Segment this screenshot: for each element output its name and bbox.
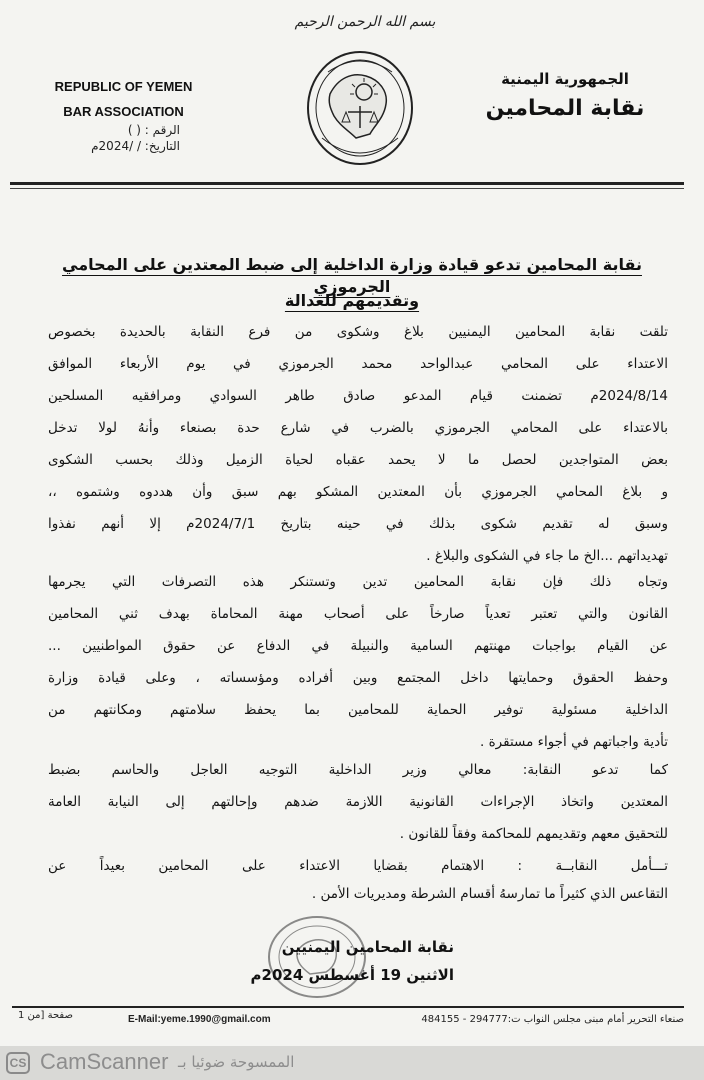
body-line: الداخلية مسئولية توفير الحماية للمحامين بما يحفظ سلامتهم ومكانتهم من xyxy=(48,702,668,718)
title-line-2: وتقديمهم للعدالة xyxy=(284,291,420,310)
body-line: 2024/8/14م تضمنت قيام المدعو صادق طاهر السوادي ومرافقيه المسلحين xyxy=(48,388,668,404)
scanner-watermark xyxy=(0,1046,704,1080)
title-line-1: نقابة المحامين تدعو قيادة وزارة الداخلية إلى ضبط المعتدين على المحامي الجرموزي xyxy=(62,255,642,296)
footer-address: صنعاء التحرير أمام مبنى مجلس النواب ت:294777 - 484155 xyxy=(421,1014,684,1025)
header-divider-thin xyxy=(10,188,684,189)
body-line: وتجاه ذلك فإن نقابة المحامين تدين وتستنكر هذه التصرفات التي يجرمها xyxy=(48,574,668,590)
footer-divider xyxy=(12,1006,684,1008)
camscanner-arabic: الممسوحة ضوئيا بـ xyxy=(178,1053,295,1071)
ar-country: الجمهورية اليمنية xyxy=(501,70,629,88)
reference-block xyxy=(30,122,180,154)
signature-org: نقابة المحامين اليمنيين xyxy=(281,938,454,956)
body-line: تأدية واجباتهم في أجواء مستقرة . xyxy=(480,734,668,750)
body-line: عن القيام بواجبات مهنتهم السامية والنبيلة في الدفاع عن حقوق المواطنيين ... xyxy=(48,638,668,654)
signature-date: الاثنين 19 أغسطس 2024م xyxy=(250,966,454,984)
body-line: بعض المتواجدين لحصل ما لا يحمد عقباه لحياة الزميل وذلك بحسب الشكوى xyxy=(48,452,668,468)
english-letterhead xyxy=(36,74,211,124)
ref-number: الرقم : ( ) xyxy=(127,123,180,137)
arabic-letterhead xyxy=(470,66,660,126)
body-line: المعتدين واتخاذ الإجراءات القانونية اللازمة ضدهم وإحالتهم إلى النيابة العامة xyxy=(48,794,668,810)
footer-page-number: صفحة [من 1 xyxy=(18,1010,73,1021)
camscanner-name: CamScanner xyxy=(40,1049,169,1074)
bar-association-emblem-icon xyxy=(300,42,420,170)
seal-stamp-icon xyxy=(262,912,372,1002)
body-line: و بلاغ المحامي الجرموزي بأن المعتدين المشكو بهم سبق وأن هددوه وشتموه ،، xyxy=(48,484,668,500)
en-organization: BAR ASSOCIATION xyxy=(63,104,184,119)
ref-date: التاريخ: / /2024م xyxy=(91,139,180,153)
body-line: التقاعس الذي كثيراً ما تمارسهُ أقسام الشرطة ومديريات الأمن . xyxy=(311,886,668,902)
body-line: تلقت نقابة المحامين اليمنيين بلاغ وشكوى من فرع النقابة بالحديدة بخصوص xyxy=(48,324,668,340)
statement-title-cont xyxy=(32,290,672,312)
body-line: الاعتداء على المحامي عبدالواحد محمد الجرموزي في يوم الأربعاء الموافق xyxy=(48,356,668,372)
en-country: REPUBLIC OF YEMEN xyxy=(54,79,193,94)
body-line: القانون والتي تعتبر تعدياً صارخاً على أصحاب مهنة المحاماة بهدف ثني المحامين xyxy=(48,606,668,622)
camscanner-logo-icon: CS xyxy=(6,1052,30,1074)
body-line: تـــأمل النقابــة : الاهتمام بقضايا الاعتداء على المحامين بعيداً عن xyxy=(48,858,668,874)
basmala: بسم الله الرحمن الرحيم xyxy=(294,14,436,30)
body-line: تهديداتهم ...الخ ما جاء في الشكوى والبلاغ . xyxy=(426,548,668,564)
body-line: بالاعتداء على المحامي الجرموزي بالضرب في شارع حدة بصنعاء وأنهُ لولا تدخل xyxy=(48,420,668,436)
body-line: للتحقيق معهم وتقديمهم للمحاكمة وفقاً للقانون . xyxy=(399,826,668,842)
body-line: وحفظ الحقوق وحمايتها داخل المجتمع وبين أفراده ومؤسساته ، وعلى قيادة وزارة xyxy=(48,670,668,686)
footer xyxy=(12,1010,684,1032)
header-divider xyxy=(10,182,684,185)
ar-organization: نقابة المحامين xyxy=(485,96,645,121)
body-line: كما تدعو النقابة: معالي وزير الداخلية التوجيه العاجل والحاسم بضبط xyxy=(48,762,668,778)
footer-email: E-Mail:yeme.1990@gmail.com xyxy=(128,1014,271,1025)
body-line: وسبق له تقديم شكوى بذلك في حينه بتاريخ 2024/7/1م إلا أنهم نفذوا xyxy=(48,516,668,532)
